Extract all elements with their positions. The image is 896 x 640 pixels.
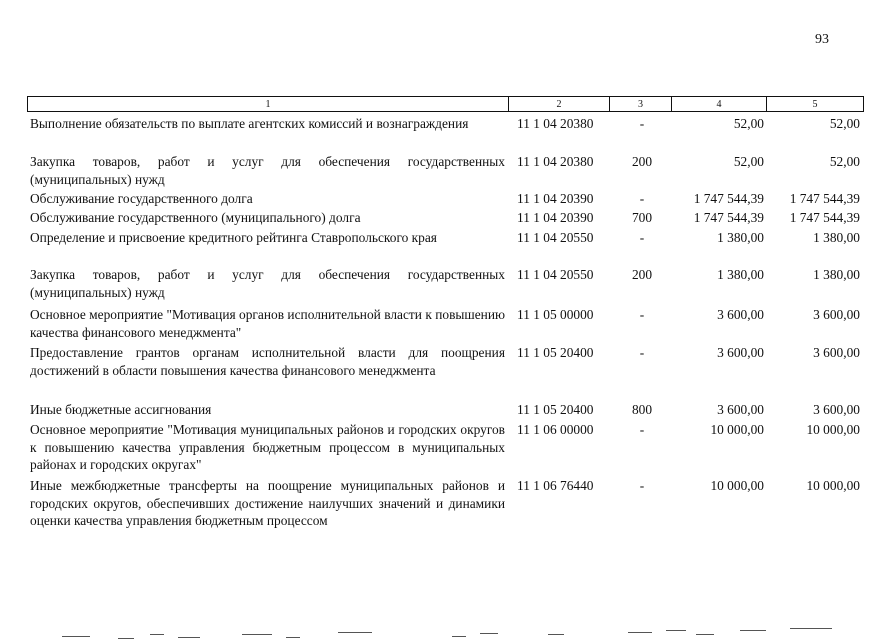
row-code: 11 1 04 20550 [517, 230, 594, 245]
scan-mark [548, 634, 564, 635]
scan-mark [480, 633, 498, 634]
row-type: - [639, 191, 645, 206]
row-type: 200 [631, 154, 653, 169]
row-type: - [639, 422, 645, 437]
row-sum-2: 1 747 544,39 [789, 210, 860, 225]
table-header [27, 96, 864, 112]
header-col-2: 2 [509, 97, 610, 112]
row-sum-2: 3 600,00 [813, 345, 860, 360]
row-code: 11 1 06 00000 [517, 422, 594, 437]
row-name: Обслуживание государственного (муниципального) долга [30, 210, 361, 225]
row-sum-2: 3 600,00 [813, 307, 860, 322]
row-sum-2: 10 000,00 [806, 478, 860, 493]
row-code: 11 1 04 20550 [517, 267, 594, 282]
row-sum-2: 52,00 [829, 154, 860, 169]
row-sum-1: 1 380,00 [717, 230, 764, 245]
row-code: 11 1 04 20380 [517, 154, 594, 169]
scan-mark [118, 638, 134, 639]
scan-mark [696, 634, 714, 635]
row-name: Иные бюджетные ассигнования [30, 402, 212, 417]
row-sum-2: 10 000,00 [806, 422, 860, 437]
row-name: Обслуживание государственного долга [30, 191, 253, 206]
row-type: 800 [631, 402, 653, 417]
row-name: Закупка товаров, работ и услуг для обеспечения государственных (муниципальных) нужд [30, 267, 505, 300]
row-name: Закупка товаров, работ и услуг для обеспечения государственных (муниципальных) нужд [30, 154, 505, 187]
row-code: 11 1 05 20400 [517, 345, 594, 360]
row-sum-2: 52,00 [829, 116, 860, 131]
row-type: - [639, 345, 645, 360]
row-sum-1: 10 000,00 [710, 422, 764, 437]
row-sum-2: 1 380,00 [813, 267, 860, 282]
header-col-1: 1 [28, 97, 509, 112]
row-sum-2: 1 380,00 [813, 230, 860, 245]
scan-mark [452, 636, 466, 637]
scan-artifacts [0, 620, 896, 640]
header-col-3: 3 [610, 97, 672, 112]
page-number: 93 [815, 32, 829, 47]
row-sum-1: 1 380,00 [717, 267, 764, 282]
row-name: Основное мероприятие "Мотивация муниципальных районов и городских округов к повышению качества управления бюджетным процессом в муниципальных районах и городских округах" [30, 422, 505, 472]
scan-mark [740, 630, 766, 631]
row-code: 11 1 04 20390 [517, 191, 594, 206]
row-sum-1: 10 000,00 [710, 478, 764, 493]
row-type: - [639, 478, 645, 493]
row-sum-2: 3 600,00 [813, 402, 860, 417]
row-sum-1: 1 747 544,39 [693, 210, 764, 225]
scan-mark [242, 634, 272, 635]
row-code: 11 1 05 20400 [517, 402, 594, 417]
scan-mark [178, 637, 200, 638]
row-sum-1: 52,00 [733, 154, 764, 169]
row-sum-1: 3 600,00 [717, 402, 764, 417]
header-col-4: 4 [672, 97, 767, 112]
row-type: 700 [631, 210, 653, 225]
row-code: 11 1 06 76440 [517, 478, 594, 493]
row-sum-1: 3 600,00 [717, 345, 764, 360]
scan-mark [150, 634, 164, 635]
scan-mark [286, 637, 300, 638]
scan-mark [62, 636, 90, 637]
scan-mark [666, 630, 686, 631]
row-name: Выполнение обязательств по выплате агентских комиссий и вознаграждения [30, 116, 469, 131]
row-type: - [639, 116, 645, 131]
row-code: 11 1 04 20390 [517, 210, 594, 225]
row-name: Основное мероприятие "Мотивация органов исполнительной власти к повышению качества финансового менеджмента" [30, 307, 505, 340]
row-type: - [639, 230, 645, 245]
row-sum-2: 1 747 544,39 [789, 191, 860, 206]
row-sum-1: 1 747 544,39 [693, 191, 764, 206]
row-type: 200 [631, 267, 653, 282]
row-sum-1: 3 600,00 [717, 307, 764, 322]
row-code: 11 1 04 20380 [517, 116, 594, 131]
scan-mark [628, 632, 652, 633]
row-name: Иные межбюджетные трансферты на поощрение муниципальных районов и городских округов, обеспечивших достижение наилучших значений и динамики оценки качества управления бюджетным процессом [30, 478, 505, 528]
scan-mark [338, 632, 372, 633]
row-sum-1: 52,00 [733, 116, 764, 131]
row-type: - [639, 307, 645, 322]
header-col-5: 5 [767, 97, 864, 112]
row-name: Определение и присвоение кредитного рейтинга Ставропольского края [30, 230, 437, 245]
scan-mark [790, 628, 832, 629]
row-name: Предоставление грантов органам исполнительной власти для поощрения достижений в области повышения качества финансового менеджмента [30, 345, 505, 378]
row-code: 11 1 05 00000 [517, 307, 594, 322]
